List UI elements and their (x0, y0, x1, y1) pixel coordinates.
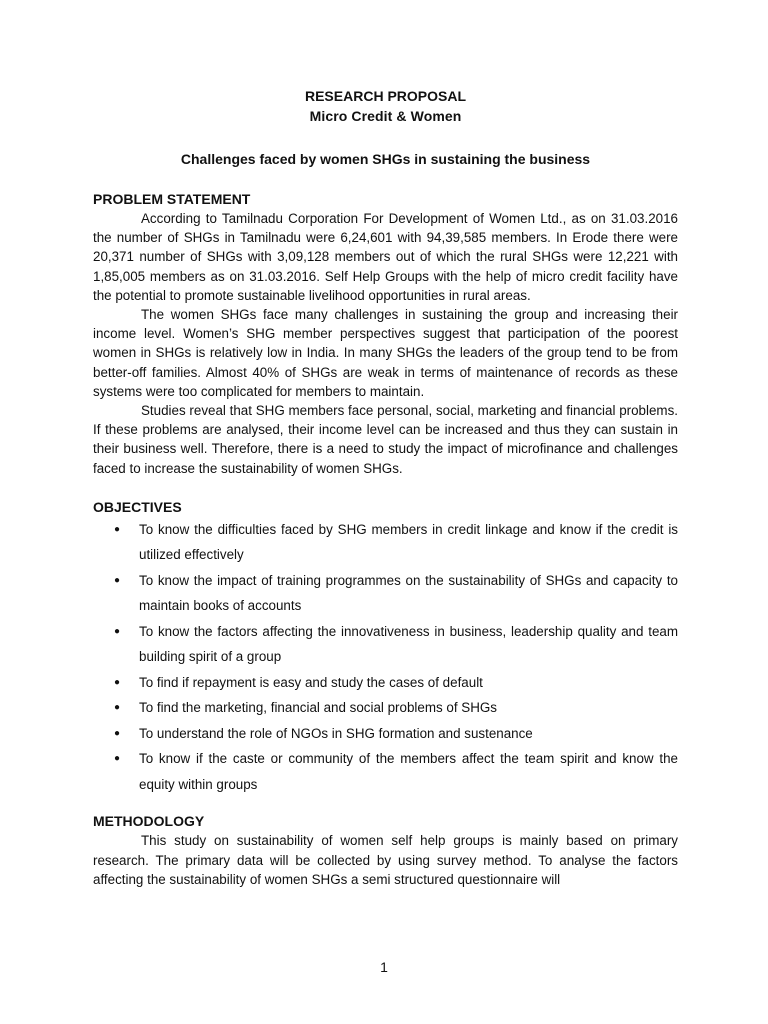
document-topic: Challenges faced by women SHGs in sustaining the business (180, 151, 591, 167)
objectives-section (93, 497, 678, 798)
objective-text: To find if repayment is easy and study the cases of default (139, 674, 483, 690)
objective-text: To know the factors affecting the innovativeness in business, leadership quality and team building spirit of a group (139, 623, 678, 665)
bullet-icon: ● (114, 676, 121, 688)
list-item (93, 746, 678, 797)
methodology-section (93, 811, 678, 889)
document-title: RESEARCH PROPOSAL (304, 88, 467, 104)
list-item (93, 721, 678, 747)
problem-paragraph: According to Tamilnadu Corporation For Development of Women Ltd., as on 31.03.2016 the number of SHGs in Tamilnadu were 6,24,601 with 94,39,585 members. In Erode there were 20,371 number of SHGs with 3,09,128 members out of which the rural SHGs were 12,221 with 1,85,005 members as on 31.03.2016. Self Help Groups with the help of micro credit facility have the potential to promote sustainable livelihood opportunities in rural areas. (93, 211, 678, 303)
bullet-icon: ● (114, 523, 121, 535)
bullet-icon: ● (114, 753, 121, 765)
objective-text: To know the difficulties faced by SHG members in credit linkage and know if the credit is utilized effectively (139, 521, 678, 563)
bullet-icon: ● (114, 727, 121, 739)
objectives-heading: OBJECTIVES (93, 498, 182, 515)
objective-text: To find the marketing, financial and social problems of SHGs (139, 700, 498, 716)
methodology-heading: METHODOLOGY (93, 813, 205, 830)
list-item (93, 517, 678, 568)
list-item (93, 619, 678, 670)
problem-statement-heading: PROBLEM STATEMENT (93, 191, 251, 207)
objective-text: To understand the role of NGOs in SHG formation and sustenance (139, 725, 533, 741)
bullet-icon: ● (114, 574, 121, 586)
methodology-paragraph: This study on sustainability of women self help groups is mainly based on primary research. The primary data will be collected by using survey method. To analyse the factors affecting the sustainability of women SHGs a semi structured questionnaire will (93, 833, 678, 887)
problem-paragraph: The women SHGs face many challenges in sustaining the group and increasing their income level. Women’s SHG member perspectives suggest that participation of the poorest women in SHGs is relatively low in India. In many SHGs the leaders of the group tend to be from better-off families. Almost 40% of SHGs are weak in terms of maintenance of records as these systems were too complicated for members to maintain. (93, 307, 678, 399)
document-subtitle: Micro Credit & Women (309, 108, 462, 124)
list-item (93, 695, 678, 721)
list-item (93, 568, 678, 619)
list-item (93, 670, 678, 696)
bullet-icon: ● (114, 625, 121, 637)
bullet-icon: ● (114, 702, 121, 714)
objective-text: To know if the caste or community of the members affect the team spirit and know the equity within groups (139, 751, 678, 792)
problem-paragraph: Studies reveal that SHG members face personal, social, marketing and financial problems. If these problems are analysed, their income level can be increased and thus they can sustain in their business well. Therefore, there is a need to study the impact of microfinance and challenges faced to increase the sustainability of women SHGs. (93, 403, 678, 476)
problem-statement-section (93, 189, 678, 478)
page-number: 1 (380, 959, 388, 975)
objectives-list (93, 517, 678, 798)
objective-text: To know the impact of training programmes on the sustainability of SHGs and capacity to maintain books of accounts (139, 572, 678, 614)
